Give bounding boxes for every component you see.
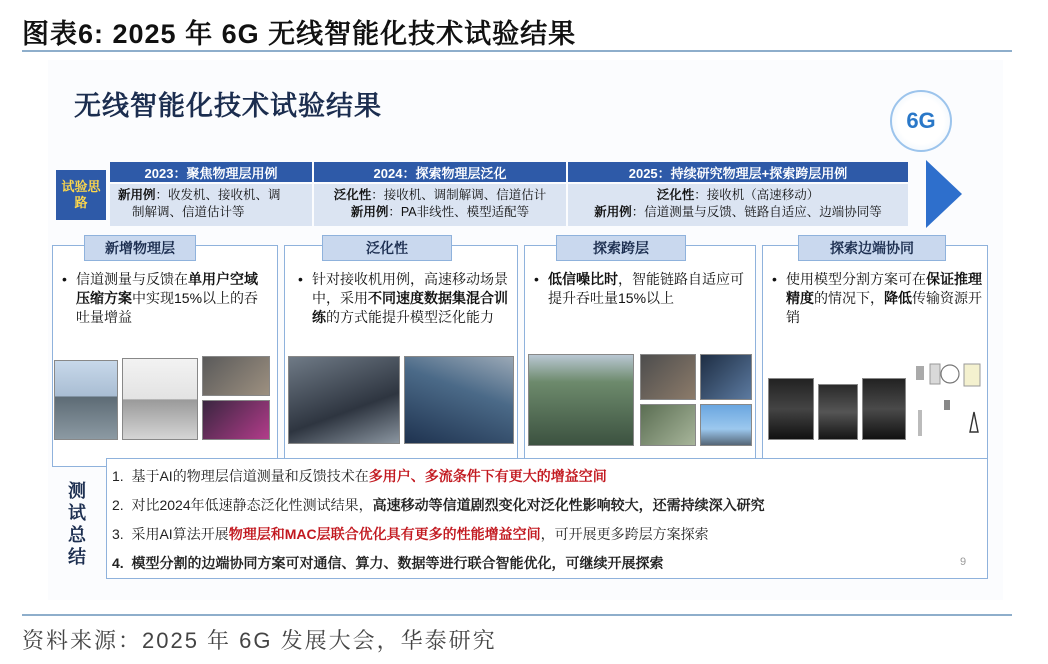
aerial-map-photo	[528, 354, 634, 446]
summary-text: 对比2024年低速静态泛化性测试结果，	[131, 497, 373, 513]
text: 的方式能提升模型泛化能力	[326, 309, 494, 325]
category-text	[62, 270, 271, 327]
screen-photo	[700, 354, 752, 400]
summary-text: 采用AI算法开展	[131, 526, 229, 542]
phase-label: 新用例	[594, 205, 632, 219]
cable-rack-photo	[404, 356, 514, 444]
category-label: 泛化性	[322, 235, 452, 261]
bullet-icon: •	[62, 271, 67, 287]
phase-body-2024	[314, 184, 566, 226]
phase-text: ：PA非线性、模型适配等	[388, 205, 530, 219]
roadmap-arrow-icon	[926, 160, 962, 228]
antenna-photo	[700, 404, 752, 446]
equipment-photo	[122, 358, 198, 440]
bullet-icon: •	[772, 271, 777, 287]
phase-text: ：收发机、接收机、调	[155, 188, 281, 202]
text-bold: 降低	[884, 290, 912, 306]
6g-logo	[890, 90, 952, 152]
slide	[48, 60, 1003, 600]
summary-num: 1.	[112, 468, 124, 484]
text-bold: 单用户空域压缩方案	[76, 271, 258, 306]
summary-highlight: 物理层和MAC层联合优化具有更多的性能增益空间	[228, 526, 541, 542]
phase-head-2023: 2023：聚焦物理层用例	[110, 162, 312, 182]
category-text	[298, 270, 512, 327]
phase-body-2023	[110, 184, 312, 226]
base-station-photo	[862, 378, 906, 440]
text-bold: 不同速度数据集混合训练	[312, 290, 508, 325]
summary-text: 基于AI的物理层信道测量和反馈技术在	[131, 468, 369, 484]
text: 信道测量与反馈在	[76, 271, 188, 287]
category-label: 探索边端协同	[798, 235, 946, 261]
summary-tag	[66, 480, 88, 568]
source-note: 资料来源：2025 年 6G 发展大会，华泰研究	[22, 628, 497, 653]
summary-item	[112, 553, 663, 573]
text: 针对接收机用例，高速移动场景中，采用	[312, 271, 508, 306]
summary-tag-char: 总	[68, 525, 86, 545]
text: 的情况下，	[814, 290, 884, 306]
text-bold: 保证推理精度	[786, 271, 982, 306]
logo-text: 6G	[906, 108, 936, 133]
slide-title: 无线智能化技术试验结果	[74, 91, 382, 121]
text-bold: 低信噪比时	[548, 271, 618, 287]
text: 中实现15%以上的吞吐量增益	[76, 290, 259, 325]
map-photo	[640, 404, 696, 446]
category-text	[772, 270, 982, 327]
phase-label: 新用例	[350, 205, 389, 219]
bullet-icon: •	[534, 271, 539, 287]
summary-tag-char: 试	[68, 503, 86, 523]
figure-title: 图表6: 2025 年 6G 无线智能化技术试验结果	[22, 19, 577, 49]
summary-num: 2.	[112, 497, 124, 513]
summary-item	[112, 495, 765, 515]
bullet-icon: •	[298, 271, 303, 287]
phase-head-2024: 2024：探索物理层泛化	[314, 162, 566, 182]
phase-label: 新用例	[118, 188, 156, 202]
bottom-rule	[22, 614, 1012, 616]
text: 传输资源开销	[786, 290, 982, 325]
idea-tag: 试验思路	[56, 170, 106, 220]
route-map-photo	[640, 354, 696, 400]
phase-text: ：接收机（高速移动）	[694, 188, 820, 202]
phase-label: 泛化性	[656, 188, 695, 202]
summary-tag-char: 结	[68, 547, 86, 567]
lab-photo	[202, 356, 270, 396]
phase-head-2025: 2025：持续研究物理层+探索跨层用例	[568, 162, 908, 182]
category-label: 探索跨层	[556, 235, 686, 261]
summary-text: ，可开展更多跨层方案探索	[540, 526, 709, 542]
summary-num: 4.	[112, 555, 124, 571]
category-label: 新增物理层	[84, 235, 196, 261]
summary-bold: 高速移动等信道剧烈变化对泛化性影响较大，还需持续深入研究	[372, 497, 765, 513]
network-diagram-icon	[912, 360, 986, 452]
summary-item	[112, 466, 607, 486]
test-site-photo	[54, 360, 118, 440]
top-rule	[22, 50, 1012, 52]
summary-num: 3.	[112, 526, 124, 542]
summary-highlight: 多用户、多流条件下有更大的增益空间	[368, 468, 607, 484]
server-rack-photo	[288, 356, 400, 444]
category-text	[534, 270, 748, 308]
page-number: 9	[960, 556, 967, 568]
text: ，智能链路自适应可提升吞吐量15%以上	[548, 271, 744, 306]
device-photo	[202, 400, 270, 440]
text: 使用模型分割方案可在	[786, 271, 926, 287]
summary-item	[112, 524, 709, 544]
phase-text: 制解调、信道估计等	[132, 205, 245, 219]
base-station-photo	[818, 384, 858, 440]
phase-text: ：信道测量与反馈、链路自适应、边端协同等	[631, 205, 882, 219]
phase-body-2025	[568, 184, 908, 226]
summary-tag-char: 测	[68, 481, 86, 501]
base-station-photo	[768, 378, 814, 440]
phase-label: 泛化性	[333, 188, 372, 202]
summary-bold: 模型分割的边端协同方案可对通信、算力、数据等进行联合智能优化，可继续开展探索	[131, 555, 664, 571]
phase-text: ：接收机、调制解调、信道估计	[371, 188, 547, 202]
